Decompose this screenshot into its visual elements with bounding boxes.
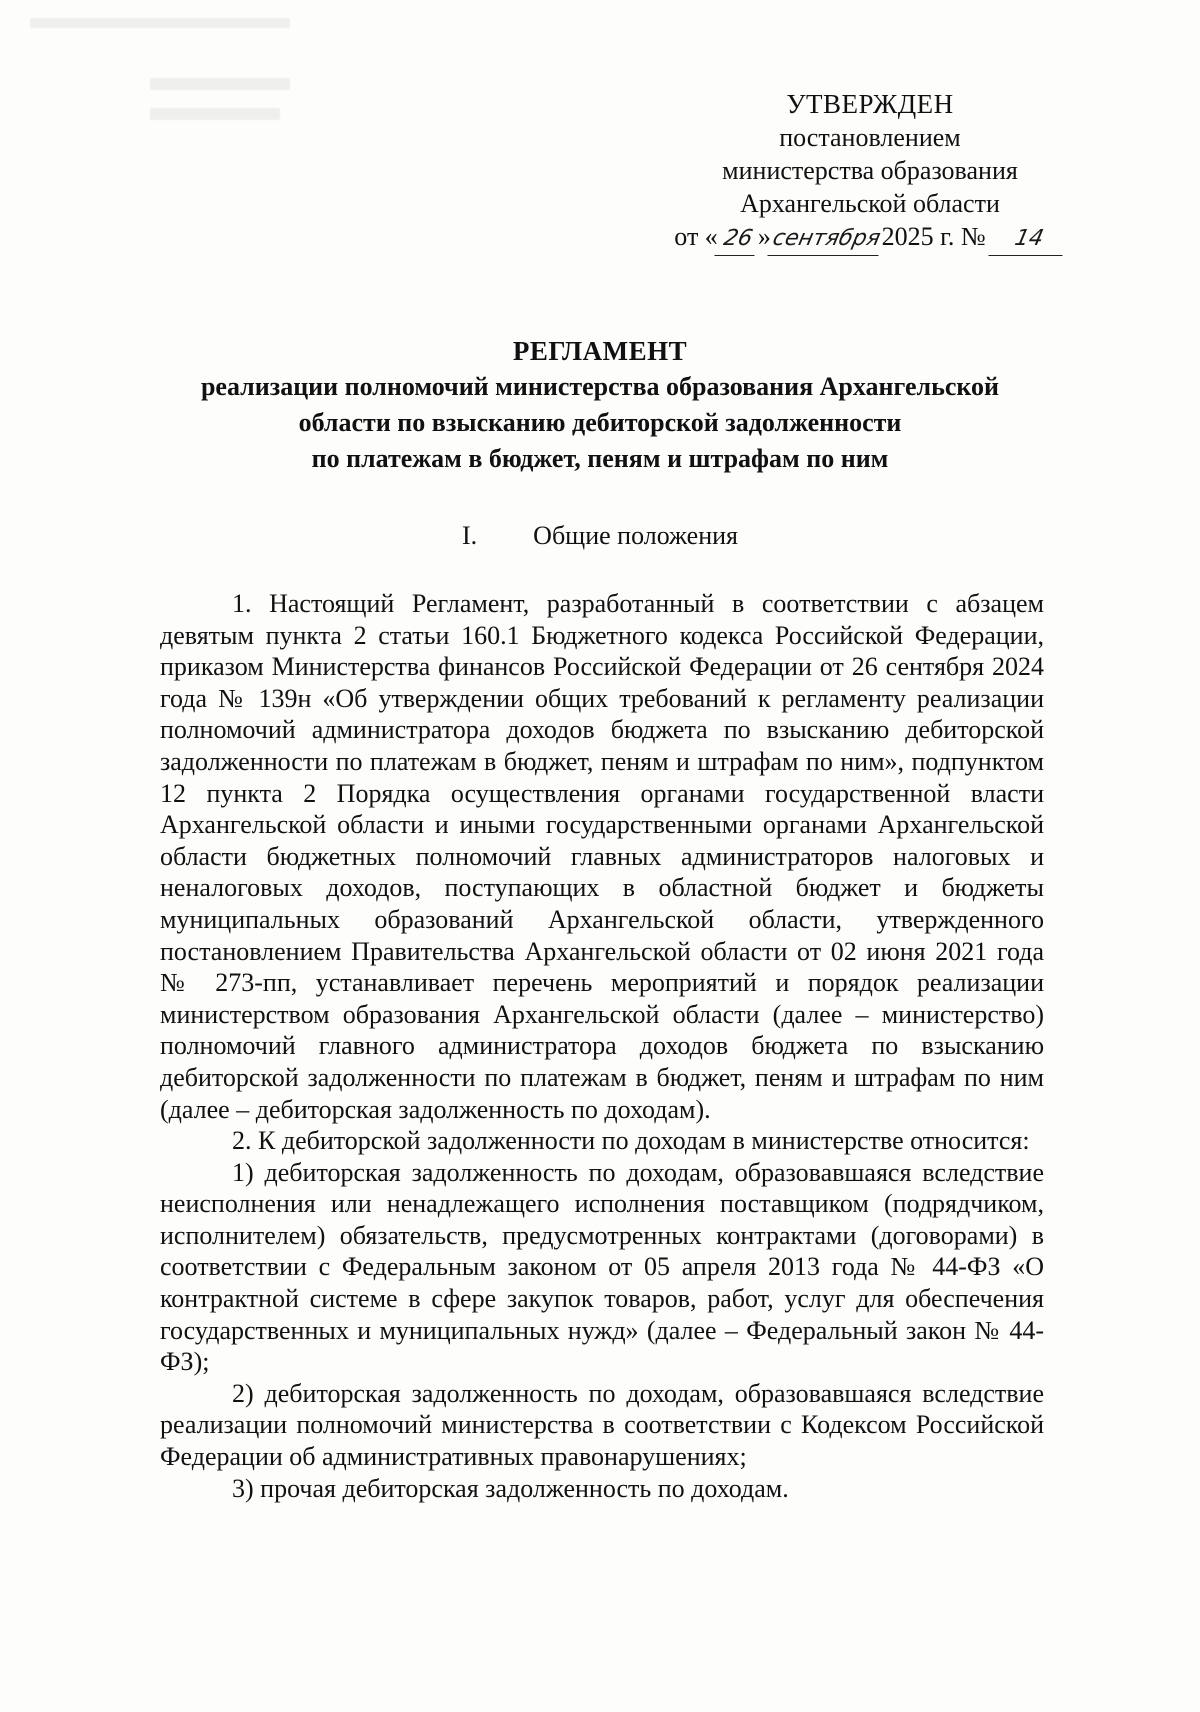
handwritten-day: 26 (714, 222, 761, 256)
handwritten-number: 14 (988, 222, 1069, 256)
document-subtitle-line: области по взысканию дебиторской задолженности (298, 408, 902, 437)
section-title: Общие положения (533, 521, 738, 550)
scan-artifact (150, 108, 280, 120)
approval-block (660, 88, 1080, 256)
document-title-block (160, 333, 1040, 477)
approval-line: министерства образования (722, 156, 1018, 185)
document-title: РЕГЛАМЕНТ (512, 336, 688, 366)
section-heading (160, 520, 1040, 552)
handwritten-month: сентября (767, 222, 885, 256)
paragraph: 2) дебиторская задолженность по доходам, образовавшаяся вследствие реализации полномочий министерства в соответствии с Кодексом Российской Федерации об административных правонарушениях; (160, 1378, 1044, 1472)
approval-line: постановлением (779, 123, 961, 152)
paragraph: 1) дебиторская задолженность по доходам, образовавшаяся вследствие неисполнения или ненадлежащего исполнения поставщиком (подрядчиком, исполнителем) обязательств, предусмотренных контрактами (договорами) в соответствии с Федеральным законом от 05 апреля 2013 года № 44-ФЗ «О контрактной системе в сфере закупок товаров, работ, услуг для обеспечения государственных и муниципальных нужд» (далее – Федеральный закон № 44-ФЗ); (160, 1157, 1044, 1377)
paragraph: 1. Настоящий Регламент, разработанный в соответствии с абзацем девятым пункта 2 статьи 160.1 Бюджетного кодекса Российской Федерации, приказом Министерства финансов Российской Федерации от 26 сентября 2024 года № 139н «Об утверждении общих требований к регламенту реализации полномочий администратора доходов бюджета по взысканию дебиторской задолженности по платежам в бюджет, пеням и штрафам по ним», подпунктом 12 пункта 2 Порядка осуществления органами государственной власти Архангельской области и иными государственными органами Архангельской области бюджетных полномочий главных администраторов налоговых и неналоговых доходов, поступающих в областной бюджет и бюджеты муниципальных образований Архангельской области, утвержденного постановлением Правительства Архангельской области от 02 июня 2021 года № 273-пп, устанавливает перечень мероприятий и порядок реализации министерством образования Архангельской области (далее – министерство) полномочий главного администратора доходов бюджета по взысканию дебиторской задолженности по платежам в бюджет, пеням и штрафам по ним (далее – дебиторская задолженность по доходам). (160, 589, 1044, 1124)
approval-title: УТВЕРЖДЕН (786, 89, 954, 119)
document-subtitle-line: реализации полномочий министерства образования Архангельской (200, 372, 1000, 401)
date-year: 2025 г. № (881, 222, 986, 251)
date-mid: » (757, 222, 771, 251)
document-body (160, 588, 1044, 1504)
paragraph: 3) прочая дебиторская задолженность по доходам. (232, 1473, 789, 1503)
approval-date-line (660, 220, 1080, 256)
section-number: I. (462, 521, 478, 550)
approval-line: Архангельской области (740, 189, 1000, 218)
document-subtitle-line: по платежам в бюджет, пеням и штрафам по ним (311, 444, 889, 473)
date-prefix: от « (674, 222, 718, 251)
scan-artifact (30, 18, 290, 28)
paragraph: 2. К дебиторской задолженности по доходам в министерстве относится: (232, 1126, 1030, 1156)
scan-artifact (150, 78, 290, 90)
